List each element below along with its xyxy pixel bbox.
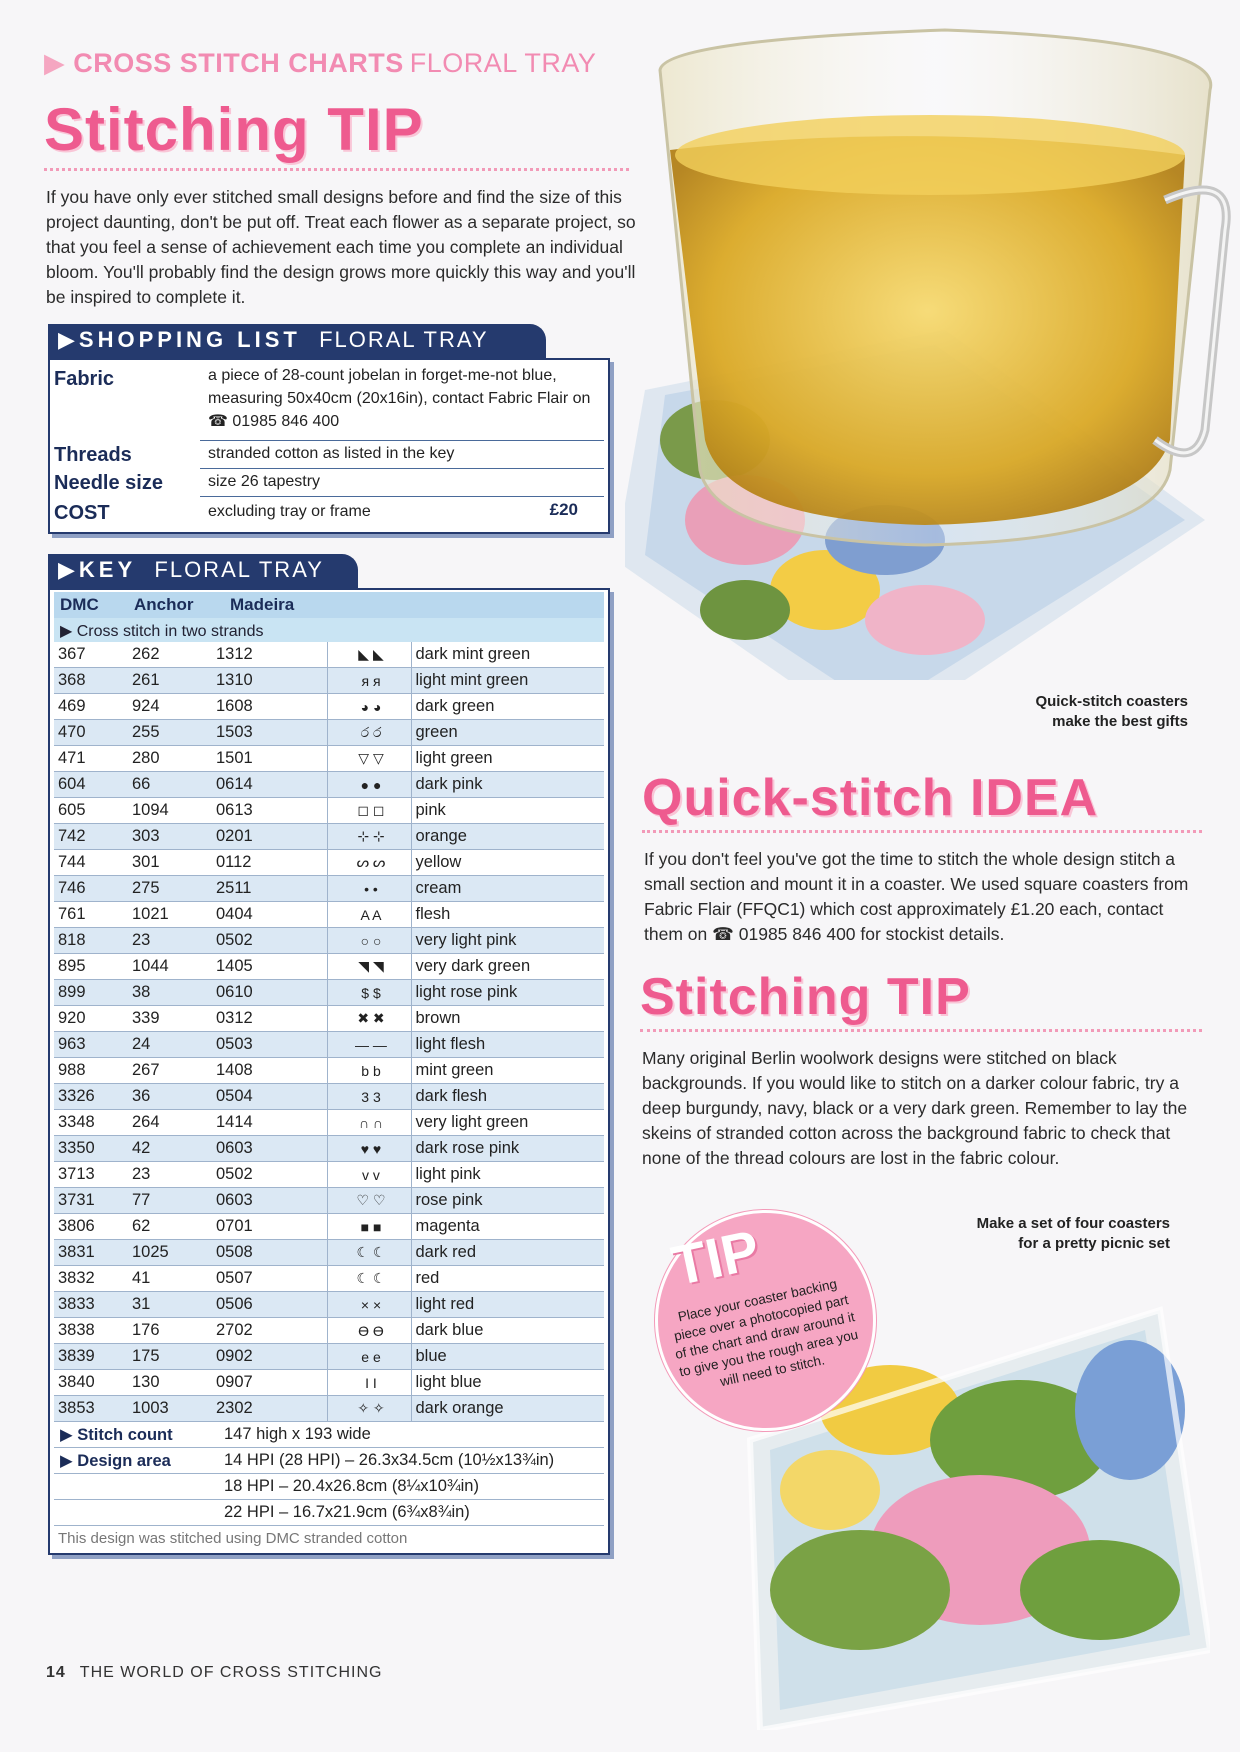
madeira-cell: 0603 [212, 1188, 327, 1214]
madeira-cell: 1312 [212, 642, 327, 668]
dmc-cell: 3833 [54, 1292, 128, 1318]
table-row [54, 668, 604, 694]
table-row [54, 1162, 604, 1188]
table-row [54, 1188, 604, 1214]
symbol-cell: • • [327, 876, 411, 902]
colour-name-cell: light rose pink [411, 980, 604, 1006]
anchor-cell: 1003 [128, 1396, 212, 1422]
symbol-cell: — — [327, 1032, 411, 1058]
symbol-cell: ✖ ✖ [327, 1006, 411, 1032]
colour-name-cell: very dark green [411, 954, 604, 980]
madeira-cell: 0506 [212, 1292, 327, 1318]
shopping-list-box: Fabric a piece of 28-count jobelan in forget-me-not blue, measuring 50x40cm (20x16in), contact Fabric Flair on ☎ 01985 846 400 Threads stranded cotton as listed in the key Needle size size 26 tapestry COST excluding tray or frame £20 [48, 358, 610, 534]
table-row [54, 694, 604, 720]
dmc-cell: 3806 [54, 1214, 128, 1240]
colour-name-cell: cream [411, 876, 604, 902]
symbol-cell: × × [327, 1292, 411, 1318]
dmc-cell: 744 [54, 850, 128, 876]
anchor-cell: 66 [128, 772, 212, 798]
symbol-cell: ◕ ◕ [327, 694, 411, 720]
dmc-cell: 818 [54, 928, 128, 954]
key-note: This design was stitched using DMC stranded cotton [58, 1530, 408, 1547]
colour-name-cell: light mint green [411, 668, 604, 694]
madeira-cell: 2511 [212, 876, 327, 902]
dmc-cell: 605 [54, 798, 128, 824]
colour-name-cell: dark pink [411, 772, 604, 798]
symbol-cell: ◣ ◣ [327, 642, 411, 668]
madeira-cell: 1408 [212, 1058, 327, 1084]
madeira-cell: 0613 [212, 798, 327, 824]
table-row [54, 824, 604, 850]
colour-name-cell: rose pink [411, 1188, 604, 1214]
anchor-cell: 175 [128, 1344, 212, 1370]
dmc-cell: 746 [54, 876, 128, 902]
table-row [54, 1370, 604, 1396]
symbol-cell: ☾ ☾ [327, 1240, 411, 1266]
dmc-cell: 3853 [54, 1396, 128, 1422]
stitch-count: ▶ Stitch count 147 high x 193 wide [54, 1422, 604, 1448]
thread-key [48, 554, 610, 1555]
key-table [54, 642, 604, 1422]
symbol-cell: ○ ○ [327, 928, 411, 954]
colour-name-cell: mint green [411, 1058, 604, 1084]
table-row [54, 746, 604, 772]
magazine-name: THE WORLD OF CROSS STITCHING [79, 1664, 383, 1681]
anchor-cell: 280 [128, 746, 212, 772]
shopping-list [48, 324, 591, 534]
tip2-body: Many original Berlin woolwork designs were stitched on black backgrounds. If you would like to stitch on a darker colour fabric, try a deep burgundy, navy, black or a very dark green. Remember to lay the skeins of stranded cotton across the background fabric to check that none of the thread colours are lost in the fabric colour. [642, 1048, 1188, 1168]
colour-name-cell: brown [411, 1006, 604, 1032]
symbol-cell: ✧ ✧ [327, 1396, 411, 1422]
symbol-cell: ϴ ϴ [327, 1318, 411, 1344]
dmc-cell: 604 [54, 772, 128, 798]
madeira-cell: 0504 [212, 1084, 327, 1110]
dmc-cell: 963 [54, 1032, 128, 1058]
anchor-cell: 41 [128, 1266, 212, 1292]
key-heading: ▶KEY FLORAL TRAY [48, 554, 358, 588]
madeira-cell: 0503 [212, 1032, 327, 1058]
colour-name-cell: blue [411, 1344, 604, 1370]
dmc-cell: 3832 [54, 1266, 128, 1292]
dmc-cell: 3350 [54, 1136, 128, 1162]
colour-name-cell: light green [411, 746, 604, 772]
dmc-cell: 988 [54, 1058, 128, 1084]
madeira-cell: 0502 [212, 1162, 327, 1188]
colour-name-cell: light flesh [411, 1032, 604, 1058]
madeira-cell: 2702 [212, 1318, 327, 1344]
tip2-title: Stitching TIP [640, 968, 971, 1026]
symbol-cell: я я [327, 668, 411, 694]
madeira-cell: 1414 [212, 1110, 327, 1136]
header-main: CROSS STITCH CHARTS [73, 48, 404, 78]
table-row [54, 954, 604, 980]
dmc-cell: 742 [54, 824, 128, 850]
colour-name-cell: dark rose pink [411, 1136, 604, 1162]
table-row [54, 1396, 604, 1422]
table-row [54, 850, 604, 876]
madeira-cell: 0907 [212, 1370, 327, 1396]
symbol-cell: ◻ ◻ [327, 798, 411, 824]
symbol-cell: b b [327, 1058, 411, 1084]
colour-name-cell: dark red [411, 1240, 604, 1266]
key-subheading: ▶ Cross stitch in two strands [54, 618, 604, 642]
dmc-cell: 368 [54, 668, 128, 694]
colour-name-cell: red [411, 1266, 604, 1292]
colour-name-cell: magenta [411, 1214, 604, 1240]
anchor-cell: 31 [128, 1292, 212, 1318]
table-row [54, 720, 604, 746]
madeira-cell: 0502 [212, 928, 327, 954]
madeira-cell: 0701 [212, 1214, 327, 1240]
symbol-cell: ♥ ♥ [327, 1136, 411, 1162]
anchor-cell: 339 [128, 1006, 212, 1032]
table-row [54, 1110, 604, 1136]
dmc-cell: 3326 [54, 1084, 128, 1110]
colour-name-cell: dark flesh [411, 1084, 604, 1110]
photo2-caption: Make a set of four coasters for a pretty picnic set [976, 1215, 1170, 1252]
shopping-list-heading: ▶SHOPPING LIST FLORAL TRAY [48, 324, 546, 358]
table-row [54, 980, 604, 1006]
idea-body: If you don't feel you've got the time to stitch the whole design stitch a small section and mount it in a coaster. We used square coasters from Fabric Flair (FFQC1) which cost approximately £1.20 each, contact them on ☎ 01985 846 400 for stockist details. [644, 849, 1189, 944]
colour-name-cell: very light pink [411, 928, 604, 954]
symbol-cell: $ $ [327, 980, 411, 1006]
key-column-headers [54, 592, 604, 618]
colour-name-cell: very light green [411, 1110, 604, 1136]
colour-name-cell: light red [411, 1292, 604, 1318]
table-row [54, 1266, 604, 1292]
anchor-cell: 23 [128, 1162, 212, 1188]
dmc-cell: 3839 [54, 1344, 128, 1370]
madeira-cell: 1405 [212, 954, 327, 980]
symbol-cell: ■ ■ [327, 1214, 411, 1240]
anchor-cell: 1044 [128, 954, 212, 980]
symbol-cell: ☾ ☾ [327, 1266, 411, 1292]
anchor-cell: 262 [128, 642, 212, 668]
madeira-cell: 0312 [212, 1006, 327, 1032]
table-row [54, 642, 604, 668]
col-anchor: Anchor [134, 595, 194, 614]
colour-name-cell: dark green [411, 694, 604, 720]
table-row [54, 928, 604, 954]
madeira-cell: 2302 [212, 1396, 327, 1422]
symbol-cell: A A [327, 902, 411, 928]
table-row [54, 798, 604, 824]
tip-bubble [655, 1210, 876, 1431]
dmc-cell: 761 [54, 902, 128, 928]
dmc-cell: 895 [54, 954, 128, 980]
colour-name-cell: flesh [411, 902, 604, 928]
colour-name-cell: light pink [411, 1162, 604, 1188]
madeira-cell: 0603 [212, 1136, 327, 1162]
colour-name-cell: dark blue [411, 1318, 604, 1344]
dmc-cell: 3713 [54, 1162, 128, 1188]
symbol-cell: ● ● [327, 772, 411, 798]
table-row [54, 1214, 604, 1240]
madeira-cell: 0610 [212, 980, 327, 1006]
anchor-cell: 176 [128, 1318, 212, 1344]
anchor-cell: 1021 [128, 902, 212, 928]
symbol-cell: ▽ ▽ [327, 746, 411, 772]
symbol-cell: v v [327, 1162, 411, 1188]
tea-coaster-photo [625, 0, 1240, 680]
anchor-cell: 275 [128, 876, 212, 902]
tip1-body: If you have only ever stitched small designs before and find the size of this project daunting, don't be put off. Treat each flower as a separate project, so that you feel a sense of achievement each time you complete an individual bloom. You'll probably find the design grows more quickly this way and you'll be inspired to complete it. [46, 187, 636, 307]
dmc-cell: 3831 [54, 1240, 128, 1266]
section-header [44, 48, 596, 79]
dmc-cell: 920 [54, 1006, 128, 1032]
divider [642, 830, 1202, 833]
colour-name-cell: dark mint green [411, 642, 604, 668]
table-row [54, 1136, 604, 1162]
dmc-cell: 3731 [54, 1188, 128, 1214]
stitching-tip-1 [44, 95, 636, 310]
anchor-cell: 36 [128, 1084, 212, 1110]
dmc-cell: 367 [54, 642, 128, 668]
table-row [54, 1318, 604, 1344]
table-row [54, 1344, 604, 1370]
madeira-cell: 1503 [212, 720, 327, 746]
table-row [54, 1032, 604, 1058]
madeira-cell: 0508 [212, 1240, 327, 1266]
anchor-cell: 303 [128, 824, 212, 850]
table-row [54, 1240, 604, 1266]
design-area-22: 22 HPI – 16.7x21.9cm (6¾x8¾in) [54, 1500, 604, 1526]
table-row [54, 876, 604, 902]
anchor-cell: 38 [128, 980, 212, 1006]
madeira-cell: 1501 [212, 746, 327, 772]
colour-name-cell: yellow [411, 850, 604, 876]
colour-name-cell: orange [411, 824, 604, 850]
dmc-cell: 899 [54, 980, 128, 1006]
madeira-cell: 1608 [212, 694, 327, 720]
photo1-caption: Quick-stitch coasters make the best gifts [1035, 693, 1188, 730]
colour-name-cell: dark orange [411, 1396, 604, 1422]
madeira-cell: 0201 [212, 824, 327, 850]
table-row [54, 772, 604, 798]
key-box [48, 588, 610, 1555]
anchor-cell: 1025 [128, 1240, 212, 1266]
anchor-cell: 1094 [128, 798, 212, 824]
anchor-cell: 130 [128, 1370, 212, 1396]
anchor-cell: 301 [128, 850, 212, 876]
stitching-tip-2 [640, 967, 1202, 1171]
anchor-cell: 77 [128, 1188, 212, 1214]
tip-bubble-body: Place your coaster backing piece over a photocopied part of the chart and draw around it to give you the rough area you will need to stitch. [672, 1276, 860, 1390]
dmc-cell: 471 [54, 746, 128, 772]
dmc-cell: 469 [54, 694, 128, 720]
symbol-cell: ♡ ♡ [327, 1188, 411, 1214]
header-sub: FLORAL TRAY [409, 48, 597, 78]
page-footer [46, 1664, 382, 1682]
tip1-title: Stitching TIP [44, 96, 424, 163]
divider [44, 168, 629, 171]
anchor-cell: 264 [128, 1110, 212, 1136]
anchor-cell: 261 [128, 668, 212, 694]
anchor-cell: 62 [128, 1214, 212, 1240]
design-area-18: 18 HPI – 20.4x26.8cm (8¼x10¾in) [54, 1474, 604, 1500]
page-number: 14 [46, 1664, 66, 1681]
table-row [54, 1006, 604, 1032]
symbol-cell: I I [327, 1370, 411, 1396]
dmc-cell: 3838 [54, 1318, 128, 1344]
madeira-cell: 1310 [212, 668, 327, 694]
colour-name-cell: pink [411, 798, 604, 824]
cost-price: £20 [549, 500, 578, 519]
table-row [54, 902, 604, 928]
col-dmc: DMC [60, 595, 99, 614]
table-row [54, 1084, 604, 1110]
table-row [54, 1058, 604, 1084]
anchor-cell: 267 [128, 1058, 212, 1084]
idea-title: Quick-stitch IDEA [642, 769, 1099, 827]
table-row [54, 1292, 604, 1318]
dmc-cell: 3840 [54, 1370, 128, 1396]
anchor-cell: 42 [128, 1136, 212, 1162]
anchor-cell: 924 [128, 694, 212, 720]
madeira-cell: 0507 [212, 1266, 327, 1292]
madeira-cell: 0404 [212, 902, 327, 928]
symbol-cell: ◥ ◥ [327, 954, 411, 980]
col-madeira: Madeira [230, 595, 295, 614]
anchor-cell: 23 [128, 928, 212, 954]
header-arrow-icon: ▶ [44, 48, 66, 78]
colour-name-cell: light blue [411, 1370, 604, 1396]
symbol-cell: ර ර [327, 720, 411, 746]
symbol-cell: 3 3 [327, 1084, 411, 1110]
symbol-cell: ⊹ ⊹ [327, 824, 411, 850]
madeira-cell: 0614 [212, 772, 327, 798]
dmc-cell: 3348 [54, 1110, 128, 1136]
colour-name-cell: green [411, 720, 604, 746]
anchor-cell: 24 [128, 1032, 212, 1058]
design-area: ▶ Design area 14 HPI (28 HPI) – 26.3x34.5cm (10½x13¾in) [54, 1448, 604, 1474]
madeira-cell: 0112 [212, 850, 327, 876]
symbol-cell: ∩ ∩ [327, 1110, 411, 1136]
symbol-cell: e e [327, 1344, 411, 1370]
quick-stitch-idea [642, 768, 1202, 947]
dmc-cell: 470 [54, 720, 128, 746]
symbol-cell: ᔕ ᔕ [327, 850, 411, 876]
madeira-cell: 0902 [212, 1344, 327, 1370]
tip-bubble-title: TIP [666, 1217, 765, 1298]
anchor-cell: 255 [128, 720, 212, 746]
divider [640, 1029, 1202, 1032]
